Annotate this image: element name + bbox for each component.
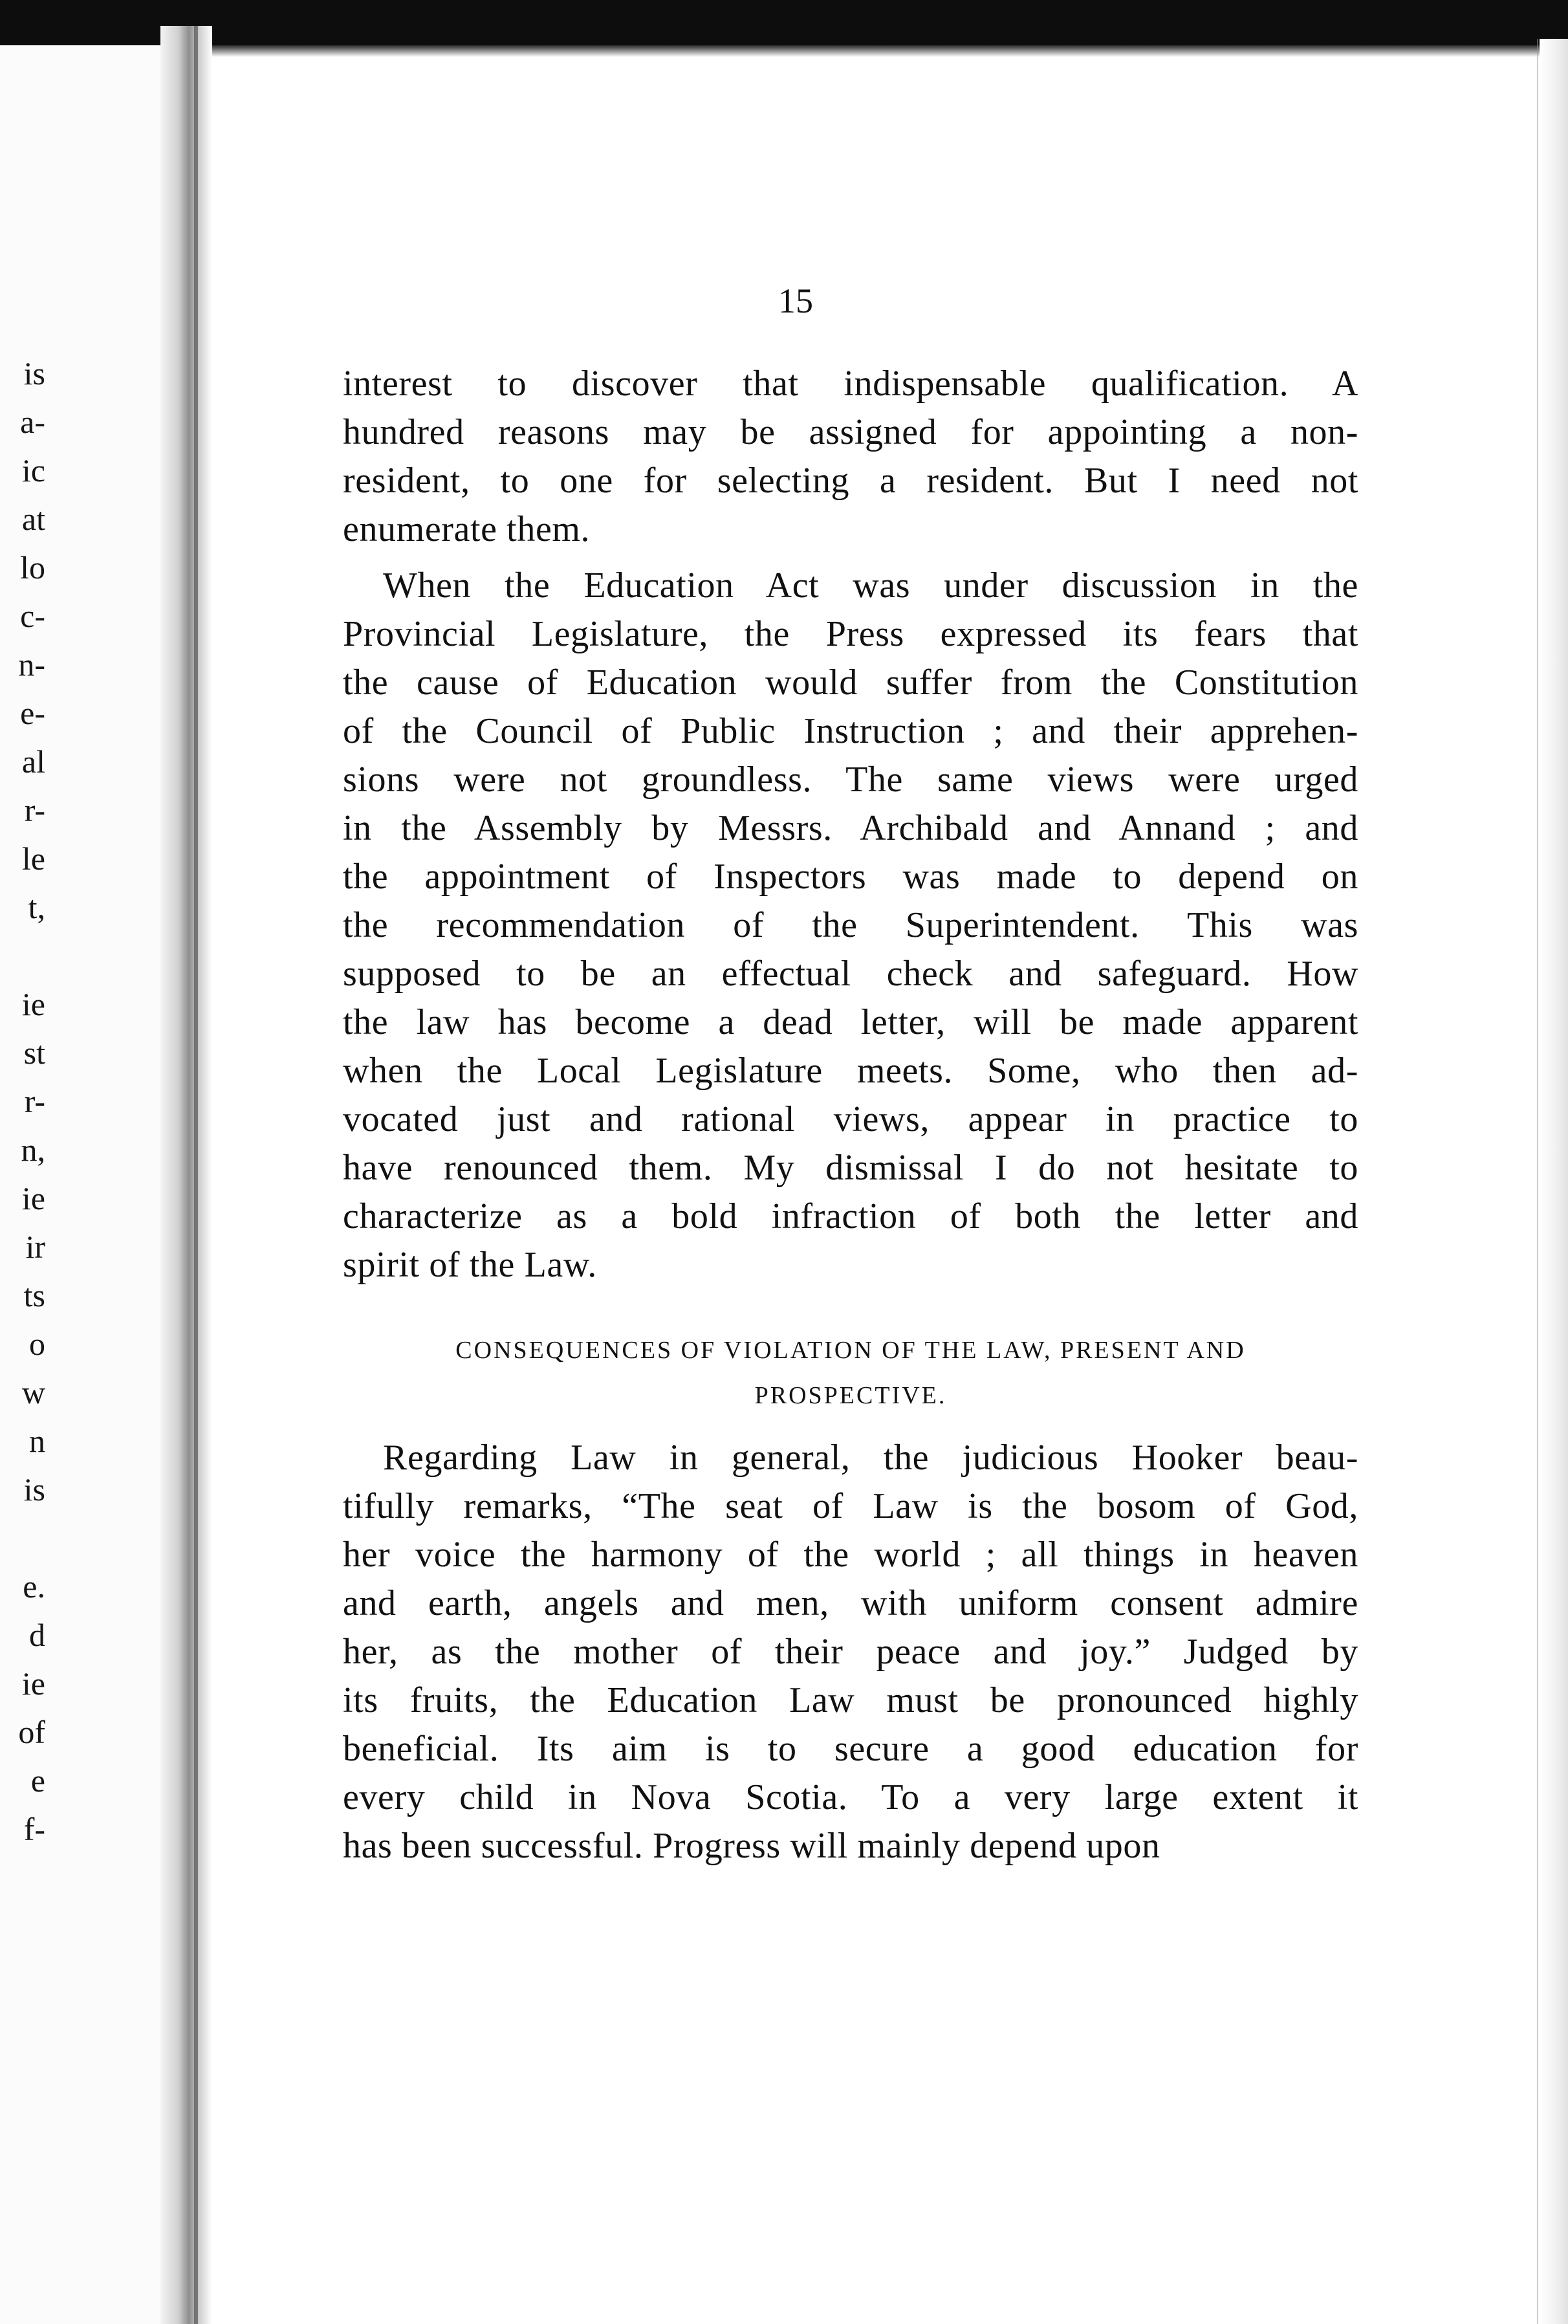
facing-page-fragment: r-	[24, 1083, 45, 1119]
facing-page-fragment: n-	[18, 646, 45, 683]
facing-page-fragment: ie	[21, 1665, 45, 1702]
facing-page-fragment: ie	[21, 986, 45, 1022]
facing-page-fragment: n,	[21, 1132, 45, 1168]
facing-page-fragment: lo	[20, 549, 45, 586]
facing-page-fragment: is	[23, 355, 45, 391]
paragraph3-line: beneficial. Its aim is to secure a good education for	[343, 1729, 1358, 1769]
paragraph2-line: the appointment of Inspectors was made to depend on	[343, 857, 1358, 897]
paragraph3-line: her voice the harmony of the world ; all things in heaven	[343, 1535, 1358, 1575]
facing-page-fragment: n	[29, 1423, 45, 1459]
facing-page-fragment: o	[29, 1326, 45, 1362]
facing-page-fragment: e	[30, 1762, 45, 1799]
page-edge-line	[1537, 39, 1538, 2324]
facing-page-fragment: t,	[28, 889, 45, 925]
paragraph2-line: in the Assembly by Messrs. Archibald and Annand ; and	[343, 808, 1358, 848]
facing-page-fragment: ie	[21, 1180, 45, 1216]
page-right-edge	[1540, 39, 1568, 2324]
paragraph2-line: supposed to be an effectual check and safeguard. How	[343, 954, 1358, 994]
facing-page-fragment: a-	[20, 404, 45, 440]
facing-page-fragment	[0, 932, 45, 980]
paragraph1-line: enumerate them.	[343, 509, 591, 549]
facing-page-fragment: e.	[23, 1568, 45, 1605]
paragraph1-line: hundred reasons may be assigned for appointing a non-	[343, 412, 1358, 452]
paragraph2-line: the recommendation of the Superintendent. This was	[343, 905, 1358, 945]
book-gutter	[160, 26, 212, 2324]
paragraph3-line: tifully remarks, “The seat of Law is the bosom of God,	[343, 1486, 1358, 1526]
facing-page-fragment: c-	[20, 598, 45, 634]
paragraph2-line: the cause of Education would suffer from the Constitution	[343, 663, 1358, 703]
facing-page-fragment: f-	[23, 1811, 45, 1847]
facing-page-fragment: st	[23, 1035, 45, 1071]
facing-page-fragment: le	[21, 840, 45, 877]
facing-page-fragment	[0, 1514, 45, 1562]
paragraph3-line: her, as the mother of their peace and joy.” Judged by	[343, 1632, 1358, 1672]
gutter-fold-line	[194, 26, 198, 2324]
page-number: 15	[778, 281, 813, 320]
facing-page-fragment: at	[21, 501, 45, 537]
facing-page-fragment: ic	[21, 452, 45, 488]
paragraph3-line: and earth, angels and men, with uniform consent admire	[343, 1583, 1358, 1623]
paragraph1-line: resident, to one for selecting a resident. But I need not	[343, 461, 1358, 501]
facing-page-fragment: w	[21, 1374, 45, 1410]
paragraph1-line: interest to discover that indispensable qualification. A	[343, 364, 1358, 404]
paragraph2-line: spirit of the Law.	[343, 1245, 597, 1285]
paragraph3-line: Regarding Law in general, the judicious Hooker beau-	[383, 1438, 1358, 1478]
paragraph3-line: every child in Nova Scotia. To a very large extent it	[343, 1777, 1358, 1817]
paragraph2-line: have renounced them. My dismissal I do not hesitate to	[343, 1148, 1358, 1188]
facing-page-fragment: of	[18, 1714, 45, 1750]
facing-page-fragment: is	[23, 1471, 45, 1507]
facing-page-text-fragments	[0, 349, 45, 1854]
facing-page-fragment: e-	[20, 695, 45, 731]
paragraph2-line: vocated just and rational views, appear in practice to	[343, 1099, 1358, 1139]
scan-top-border	[0, 0, 1568, 45]
paragraph2-line: characterize as a bold infraction of both the letter and	[343, 1196, 1358, 1236]
paragraph2-line: the law has become a dead letter, will be made apparent	[343, 1002, 1358, 1042]
facing-page-fragment: ts	[23, 1277, 45, 1313]
facing-page-fragment: al	[21, 743, 45, 780]
paragraph2-line: of the Council of Public Instruction ; and their apprehen-	[343, 711, 1358, 751]
scan-top-shadow	[0, 45, 1568, 57]
facing-page-fragment: r-	[24, 792, 45, 828]
paragraph3-line: its fruits, the Education Law must be pronounced highly	[343, 1680, 1358, 1720]
section-heading: PROSPECTIVE.	[754, 1382, 947, 1409]
paragraph2-line: When the Education Act was under discussion in the	[383, 565, 1358, 606]
paragraph2-line: sions were not groundless. The same views were urged	[343, 760, 1358, 800]
facing-page-fragment: d	[29, 1617, 45, 1653]
paragraph3-line: has been successful. Progress will mainly depend upon	[343, 1826, 1160, 1866]
section-heading: CONSEQUENCES OF VIOLATION OF THE LAW, PRESENT AND	[455, 1337, 1246, 1364]
facing-page-fragment: ir	[25, 1229, 45, 1265]
paragraph2-line: Provincial Legislature, the Press expressed its fears that	[343, 614, 1358, 654]
paragraph2-line: when the Local Legislature meets. Some, who then ad-	[343, 1051, 1358, 1091]
